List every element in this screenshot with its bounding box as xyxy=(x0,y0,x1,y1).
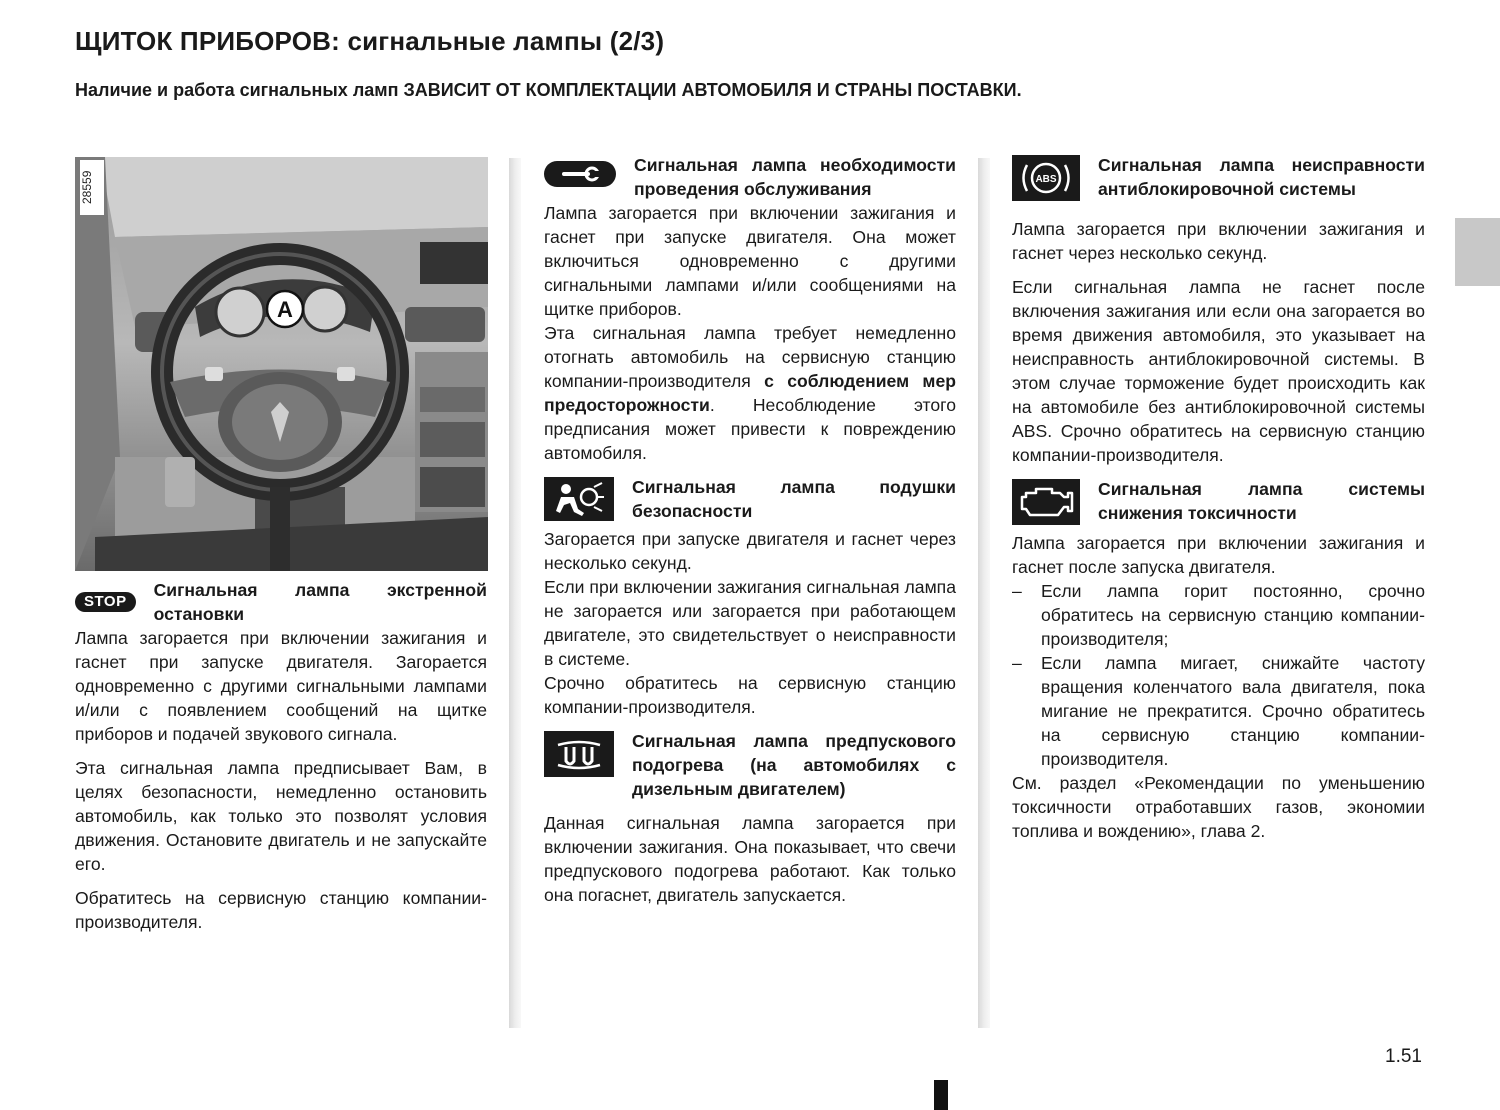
emission-paragraph-2: См. раздел «Рекомендации по уменьшению токсичности отработавших газов, экономии топлива и вождению», глава 2. xyxy=(1012,773,1425,841)
column-left xyxy=(75,578,487,934)
figure-code: 28559 xyxy=(80,160,104,215)
stop-heading xyxy=(75,578,487,626)
figure-label-a: A xyxy=(277,297,293,322)
dashboard-illustration xyxy=(75,157,488,571)
engine-icon xyxy=(1012,479,1080,531)
airbag-paragraph-3: Срочно обратитесь на сервисную станцию компании-производителя. xyxy=(544,673,956,717)
airbag-heading-text: Сигнальная лампа подушки безопасности xyxy=(632,477,956,521)
abs-heading xyxy=(1012,153,1425,207)
dashboard-photo xyxy=(75,157,488,571)
emission-heading-text: Сигнальная лампа системы снижения токсичности xyxy=(1098,479,1425,523)
emission-paragraph-1: Лампа загорается при включении зажигания и гаснет после запуска двигателя. xyxy=(1012,533,1425,577)
stop-paragraph-1: Лампа загорается при включении зажигания и гаснет при запуске двигателя. Загорается одновременно с другими сигнальными лампами и/или с появлением сообщений на щитке приборов и подачей звукового сигнала. xyxy=(75,628,487,744)
page-title: ЩИТОК ПРИБОРОВ: сигнальные лампы (2/3) xyxy=(75,26,665,56)
emission-bullet-2: – Если лампа мигает, снижайте частоту вращения коленчатого вала двигателя, пока мигание не прекратится. Срочно обратитесь на сервисную станцию компании-производителя. xyxy=(1012,653,1425,769)
abs-paragraph-2: Если сигнальная лампа не гаснет после включения зажигания или если она загорается во время движения автомобиля, это указывает на неисправность антиблокировочной системы. В этом случае торможение будет происходить как на автомобиле без антиблокировочной системы ABS. Срочно обратитесь на сервисную станцию компании-производителя. xyxy=(1012,277,1425,465)
column-middle xyxy=(544,153,956,907)
airbag-paragraph-1: Загорается при запуске двигателя и гаснет через несколько секунд. xyxy=(544,529,956,573)
stop-paragraph-2: Эта сигнальная лампа предписывает Вам, в целях безопасности, немедленно остановить автомобиль, как только это позволят условия движения. Остановите двигатель и не запускайте его. xyxy=(75,758,487,874)
stop-heading-text: Сигнальная лампа экстренной остановки xyxy=(153,580,487,624)
airbag-icon xyxy=(544,477,614,527)
section-tab xyxy=(1455,218,1500,286)
column-right xyxy=(1012,153,1425,843)
abs-icon xyxy=(1012,155,1080,207)
airbag-heading xyxy=(544,475,956,527)
column-separator xyxy=(978,158,990,1028)
preheat-paragraph-1: Данная сигнальная лампа загорается при включении зажигания. Она показывает, что свечи предпускового подогрева работают. Как только она погаснет, двигатель запускается. xyxy=(544,813,956,905)
stop-icon: STOP xyxy=(75,588,136,612)
preheat-heading xyxy=(544,729,956,801)
svg-text:ABS: ABS xyxy=(1035,174,1057,185)
column-separator xyxy=(509,158,521,1028)
page-subtitle: Наличие и работа сигнальных ламп ЗАВИСИТ ОТ КОМПЛЕКТАЦИИ АВТОМОБИЛЯ И СТРАНЫ ПОСТАВКИ. xyxy=(75,80,1022,100)
airbag-paragraph-2: Если при включении зажигания сигнальная лампа не загорается или загорается при работающем двигателе, это свидетельствует о неисправности в системе. xyxy=(544,577,956,669)
page-marker xyxy=(934,1080,948,1110)
glow-plug-icon xyxy=(544,731,614,783)
preheat-heading-text: Сигнальная лампа предпускового подогрева (на автомобилях с дизельным двигателем) xyxy=(632,731,956,799)
abs-heading-text: Сигнальная лампа неисправности антиблокировочной системы xyxy=(1098,155,1425,199)
abs-paragraph-1: Лампа загорается при включении зажигания и гаснет через несколько секунд. xyxy=(1012,219,1425,263)
stop-paragraph-3: Обратитесь на сервисную станцию компании-производителя. xyxy=(75,888,487,932)
service-heading xyxy=(544,153,956,201)
emission-bullet-1: – Если лампа горит постоянно, срочно обратитесь на сервисную станцию компании-производителя; xyxy=(1012,581,1425,649)
wrench-icon xyxy=(544,161,616,193)
service-heading-text: Сигнальная лампа необходимости проведения обслуживания xyxy=(634,155,956,199)
service-paragraph-1: Лампа загорается при включении зажигания и гаснет при запуске двигателя. Она может включиться одновременно с другими сигнальными лампами и/или сообщениями на щитке приборов. xyxy=(544,203,956,319)
service-paragraph-2: Эта сигнальная лампа требует немедленно отогнать автомобиль на сервисную станцию компании-производителя с соблюдением мер предосторожности. Несоблюдение этого предписания может привести к повреждению автомобиля. xyxy=(544,323,956,463)
page-number: 1.51 xyxy=(1385,1046,1422,1067)
emission-heading xyxy=(1012,477,1425,531)
